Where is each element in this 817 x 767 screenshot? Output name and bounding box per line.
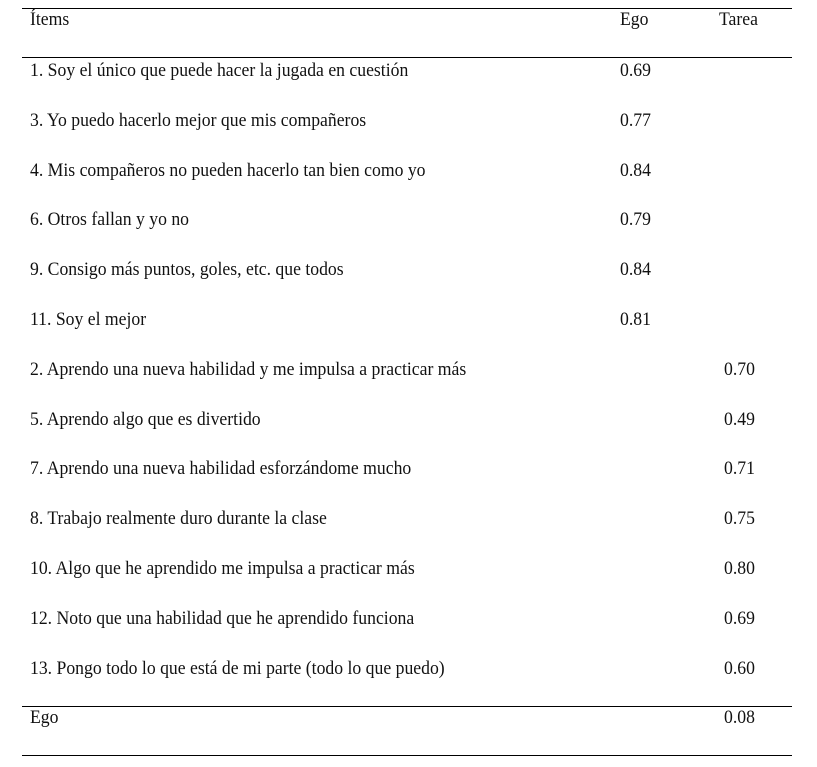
footer-tarea: 0.08: [724, 707, 755, 728]
row-tarea: 0.70: [724, 358, 755, 380]
row-item: 2. Aprendo una nueva habilidad y me impulsa a practicar más: [30, 358, 467, 380]
row-tarea: 0.71: [724, 458, 755, 480]
row-item: 6. Otros fallan y yo no: [30, 209, 190, 231]
row-item: 4. Mis compañeros no pueden hacerlo tan bien como yo: [30, 159, 426, 181]
row-item: 12. Noto que una habilidad que he aprendido funciona: [30, 607, 415, 629]
row-item: 9. Consigo más puntos, goles, etc. que todos: [30, 259, 344, 281]
row-item: 7. Aprendo una nueva habilidad esforzándome mucho: [30, 458, 412, 480]
row-tarea: 0.69: [724, 607, 755, 629]
footer-item: Ego: [30, 707, 59, 728]
header-ego: Ego: [620, 9, 649, 30]
row-item: 10. Algo que he aprendido me impulsa a practicar más: [30, 558, 415, 579]
row-tarea: 0.60: [724, 657, 755, 679]
top-rule: [22, 8, 792, 9]
row-ego: 0.77: [620, 109, 651, 131]
row-item: 8. Trabajo realmente duro durante la clase: [30, 508, 327, 530]
row-item: 3. Yo puedo hacerlo mejor que mis compañeros: [30, 109, 367, 131]
footer-rule: [22, 706, 792, 707]
row-ego: 0.79: [620, 209, 651, 231]
row-item: 5. Aprendo algo que es divertido: [30, 408, 261, 430]
bottom-rule: [22, 755, 792, 756]
row-tarea: 0.75: [724, 508, 755, 530]
row-ego: 0.84: [620, 259, 651, 281]
row-tarea: 0.80: [724, 558, 755, 579]
row-ego: 0.69: [620, 60, 651, 81]
row-item: 1. Soy el único que puede hacer la jugada en cuestión: [30, 60, 409, 81]
header-rule: [22, 57, 792, 58]
row-tarea: 0.49: [724, 408, 755, 430]
row-item: 11. Soy el mejor: [30, 309, 147, 330]
row-ego: 0.84: [620, 159, 651, 181]
header-items: Ítems: [30, 9, 70, 30]
row-item: 13. Pongo todo lo que está de mi parte (todo lo que puedo): [30, 657, 445, 679]
row-ego: 0.81: [620, 309, 651, 330]
header-tarea: Tarea: [719, 9, 758, 30]
